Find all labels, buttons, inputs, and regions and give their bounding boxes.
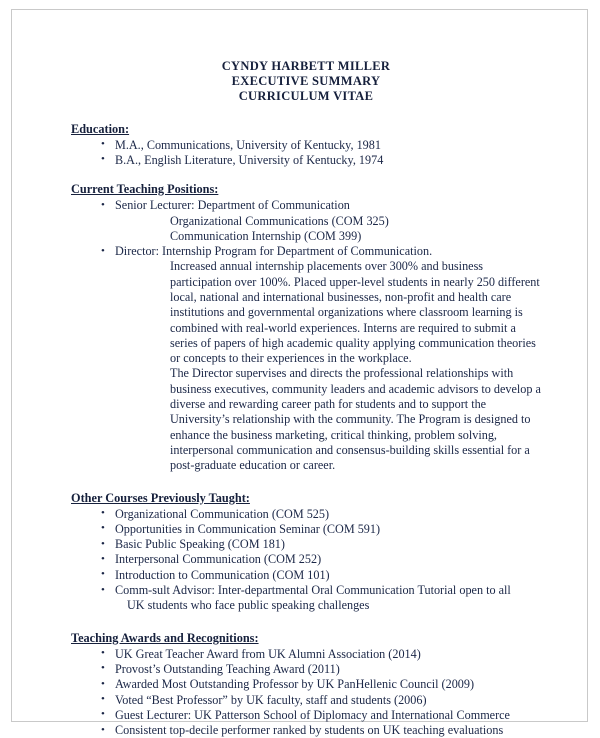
list-item xyxy=(101,583,541,614)
section-teaching-awards xyxy=(71,631,541,738)
section-heading-other-courses: Other Courses Previously Taught: xyxy=(71,490,250,505)
list-item: • Voted “Best Professor” by UK faculty, staff and students (2006) xyxy=(101,693,541,708)
current-positions-list xyxy=(71,198,541,213)
list-item: • UK Great Teacher Award from UK Alumni Association (2014) xyxy=(101,647,541,662)
awards-list xyxy=(71,647,541,738)
list-item: • Provost’s Outstanding Teaching Award (2011) xyxy=(101,662,541,677)
list-item: • B.A., English Literature, University of Kentucky, 1974 xyxy=(101,153,541,168)
director-paragraph-one: Increased annual internship placements over 300% and business participation over 100%. Placed upper-level students in nearly 250 different local, national and international businesses, non-profit and health care institutions and governmental organizations where classroom learning is combined with real-world experiences. Interns are required to submit a series of papers of high academic quality applying communication theories or concepts to their experiences in the workplace. xyxy=(170,259,540,366)
other-courses-list xyxy=(71,507,541,614)
section-heading-education: Education: xyxy=(71,121,130,136)
position-course-line: Communication Internship (COM 399) xyxy=(170,228,362,243)
document-body xyxy=(71,59,541,738)
list-item: • M.A., Communications, University of Kentucky, 1981 xyxy=(101,138,541,153)
list-item: • Opportunities in Communication Seminar (COM 591) xyxy=(101,522,541,537)
section-heading-awards: Teaching Awards and Recognitions: xyxy=(71,630,259,645)
list-item: • Interpersonal Communication (COM 252) xyxy=(101,552,541,567)
director-position xyxy=(71,244,541,259)
list-item: • Consistent top-decile performer ranked by students on UK teaching evaluations xyxy=(101,723,541,738)
section-other-courses xyxy=(71,491,541,614)
comm-sult-line-one: Comm-sult Advisor: Inter-departmental Oral Communication Tutorial open to all xyxy=(115,583,511,598)
list-item: • Basic Public Speaking (COM 181) xyxy=(101,537,541,552)
list-item: • Director: Internship Program for Department of Communication. xyxy=(101,244,541,259)
list-item: • Guest Lecturer: UK Patterson School of Diplomacy and International Commerce xyxy=(101,708,541,723)
position-course-line: Organizational Communications (COM 325) xyxy=(170,213,389,228)
director-description xyxy=(170,259,541,473)
list-item: • Organizational Communication (COM 525) xyxy=(101,507,541,522)
list-item: • Senior Lecturer: Department of Communication xyxy=(101,198,541,213)
education-list xyxy=(71,138,541,169)
title-line-subtitle: EXECUTIVE SUMMARY xyxy=(231,74,381,89)
section-current-teaching-positions xyxy=(71,182,541,473)
title-line-name: CYNDY HARBETT MILLER xyxy=(221,59,391,73)
document-page xyxy=(11,9,588,738)
section-education xyxy=(71,122,541,169)
document-title xyxy=(71,59,541,105)
list-item: • Introduction to Communication (COM 101) xyxy=(101,568,541,583)
director-paragraph-two: The Director supervises and directs the professional relationships with business executives, community leaders and academic advisors to develop a diverse and rewarding career path for students and to support the University’s relationship with the community. The Program is designed to enhance the business marketing, critical thinking, problem solving, interpersonal communication and consensus-building skills essential for a post-graduate education or career. xyxy=(170,366,541,473)
list-item: • Awarded Most Outstanding Professor by UK PanHellenic Council (2009) xyxy=(101,677,541,692)
comm-sult-line-two: UK students who face public speaking challenges xyxy=(127,598,370,613)
title-line-doctype: CURRICULUM VITAE xyxy=(238,89,374,104)
section-heading-current-positions: Current Teaching Positions: xyxy=(71,182,219,197)
